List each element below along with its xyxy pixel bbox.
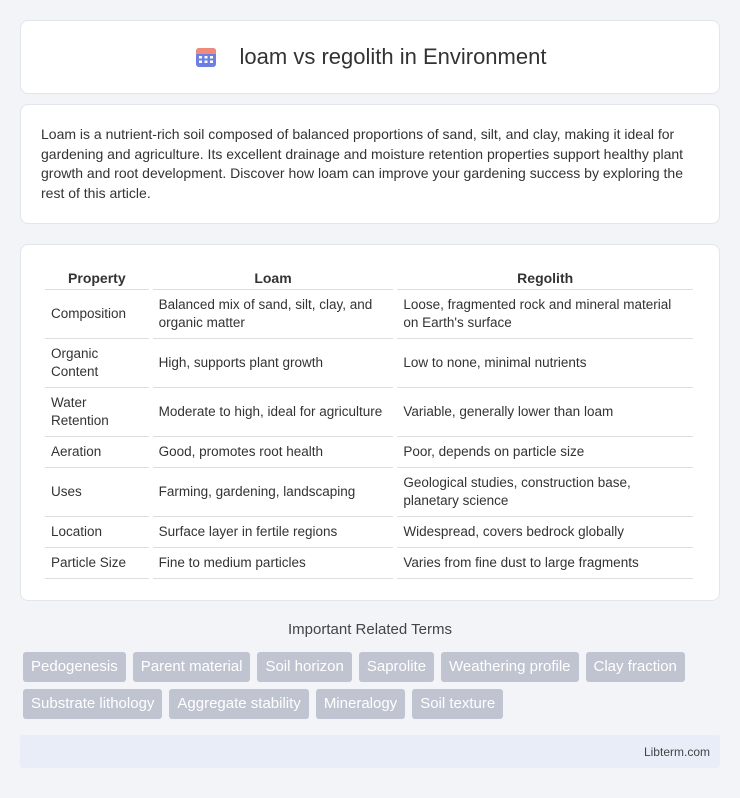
tag-parent-material[interactable]: Parent material: [133, 652, 251, 682]
tag-aggregate-stability[interactable]: Aggregate stability: [169, 689, 308, 719]
table-cell: Composition: [45, 290, 149, 339]
table-cell: Varies from fine dust to large fragments: [397, 548, 693, 579]
table-cell: Low to none, minimal nutrients: [397, 339, 693, 388]
table-cell: Uses: [45, 468, 149, 517]
tag-pedogenesis[interactable]: Pedogenesis: [23, 652, 126, 682]
tag-weathering-profile[interactable]: Weathering profile: [441, 652, 578, 682]
table-cell: Variable, generally lower than loam: [397, 388, 693, 437]
table-cell: Balanced mix of sand, silt, clay, and organic matter: [153, 290, 394, 339]
comparison-table-card: [20, 244, 720, 601]
header-property: Property: [45, 265, 149, 290]
title-card: [20, 20, 720, 94]
table-cell: Organic Content: [45, 339, 149, 388]
calendar-icon: [194, 45, 218, 69]
footer: [20, 735, 720, 768]
table-cell: Geological studies, construction base, planetary science: [397, 468, 693, 517]
table-cell: Widespread, covers bedrock globally: [397, 517, 693, 548]
tag-soil-horizon[interactable]: Soil horizon: [257, 652, 351, 682]
table-cell: Particle Size: [45, 548, 149, 579]
table-row: [45, 437, 693, 468]
table-cell: Aeration: [45, 437, 149, 468]
header-loam: Loam: [153, 265, 394, 290]
header-regolith: Regolith: [397, 265, 693, 290]
table-cell: High, supports plant growth: [153, 339, 394, 388]
tag-mineralogy[interactable]: Mineralogy: [316, 689, 405, 719]
tag-clay-fraction[interactable]: Clay fraction: [586, 652, 685, 682]
table-row: [45, 468, 693, 517]
tag-substrate-lithology[interactable]: Substrate lithology: [23, 689, 162, 719]
table-row: [45, 339, 693, 388]
table-row: [45, 517, 693, 548]
tag-saprolite[interactable]: Saprolite: [359, 652, 434, 682]
table-cell: Moderate to high, ideal for agriculture: [153, 388, 394, 437]
table-cell: Location: [45, 517, 149, 548]
table-row: [45, 290, 693, 339]
table-cell: Fine to medium particles: [153, 548, 394, 579]
table-cell: Water Retention: [45, 388, 149, 437]
footer-site-link[interactable]: Libterm.com: [643, 744, 710, 759]
page-title: loam vs regolith in Environment: [239, 44, 547, 69]
table-header-row: [45, 265, 693, 290]
comparison-table: [41, 265, 697, 579]
intro-card: [20, 104, 720, 224]
table-row: [45, 388, 693, 437]
table-cell: Good, promotes root health: [153, 437, 394, 468]
related-terms-title: Important Related Terms: [288, 621, 452, 638]
table-cell: Surface layer in fertile regions: [153, 517, 394, 548]
related-terms-tags: [23, 652, 723, 719]
tag-soil-texture[interactable]: Soil texture: [412, 689, 503, 719]
table-cell: Poor, depends on particle size: [397, 437, 693, 468]
table-cell: Farming, gardening, landscaping: [153, 468, 394, 517]
intro-text: Loam is a nutrient-rich soil composed of balanced proportions of sand, silt, and clay, making it ideal for gardening and agriculture. Its excellent drainage and moisture retention properties support healthy plant growth and root development. Discover how loam can improve your gardening success by exploring the rest of this article.: [41, 126, 684, 201]
table-cell: Loose, fragmented rock and mineral material on Earth's surface: [397, 290, 693, 339]
table-row: [45, 548, 693, 579]
